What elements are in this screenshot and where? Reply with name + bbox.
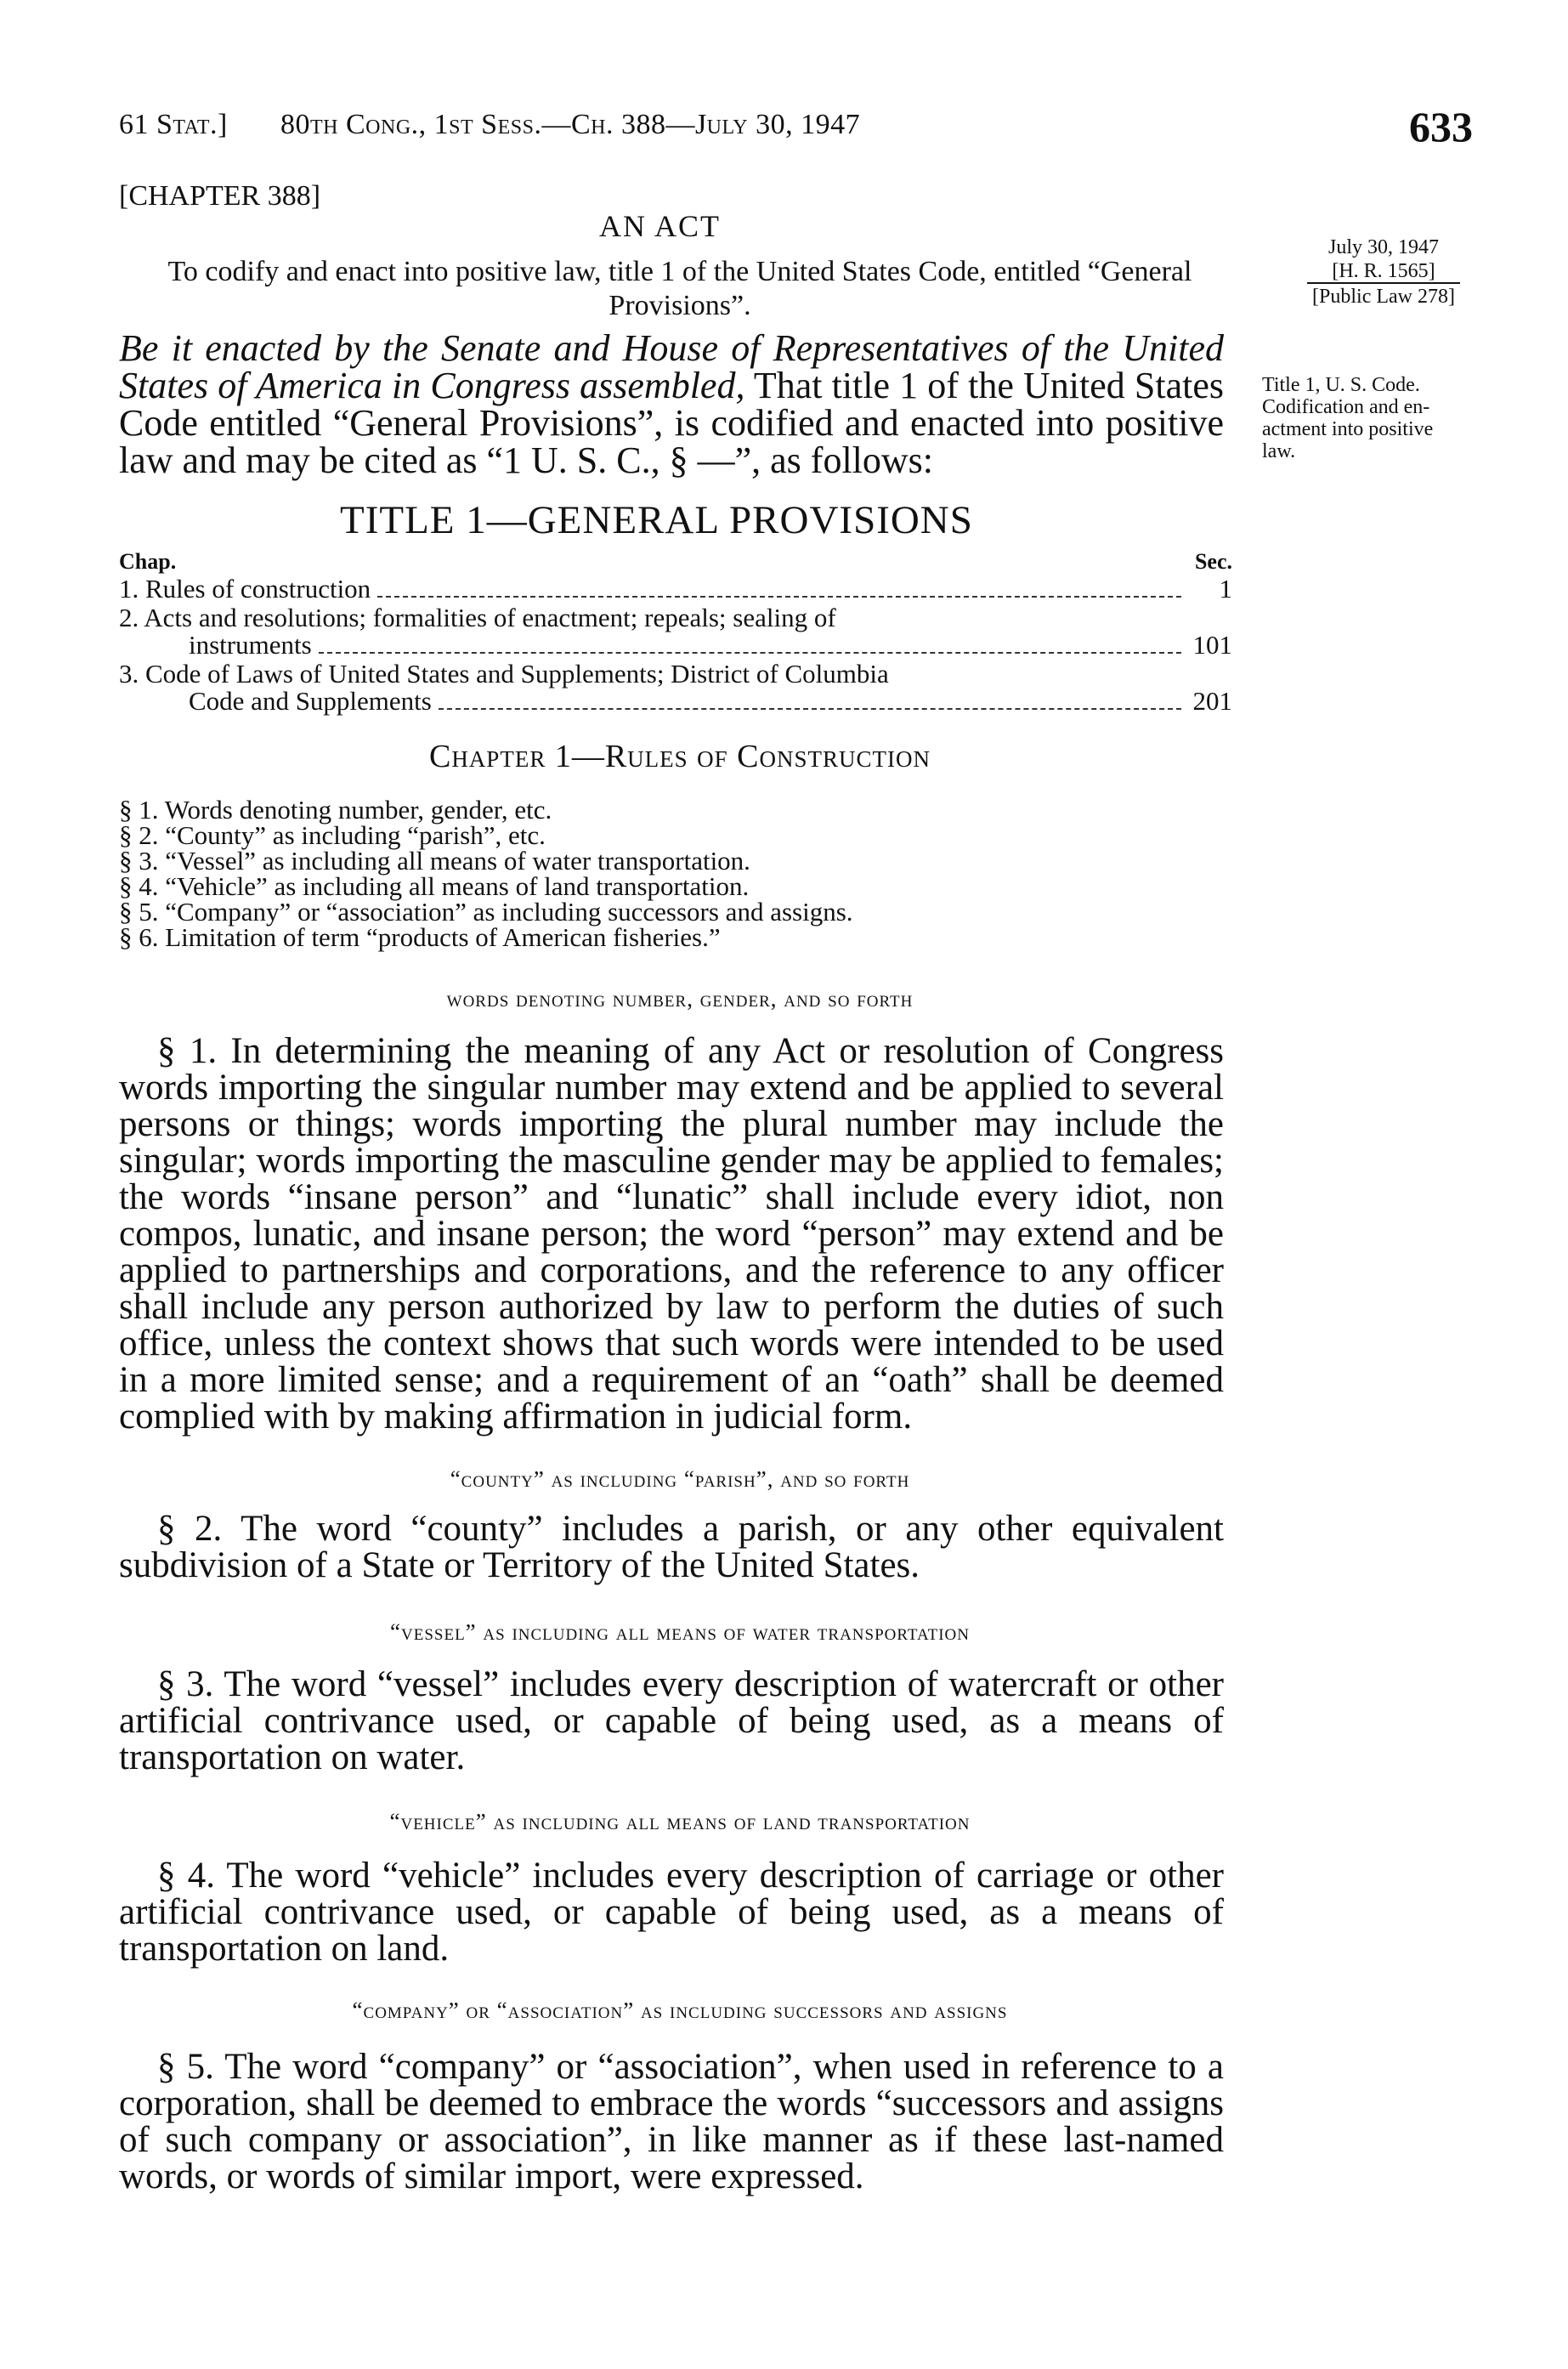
section-list-item: § 5. “Company” or “association” as including successors and assigns. — [119, 897, 853, 927]
page-number: 633 — [1409, 103, 1473, 150]
section3-heading: “vessel” as including all means of water transportation — [390, 1619, 970, 1645]
dot-leader — [439, 708, 1181, 710]
section5-body: § 5. The word “company” or “association”, when used in reference to a corporation, shall be deemed to embrace the words “successors and assigns of such company or association”, in like manner as if these last-named words, or words of similar import, were expressed. — [119, 2047, 1224, 2196]
margin-note2-line3: actment into positive — [1262, 418, 1434, 440]
toc-item-text2: Code and Supplements — [189, 686, 432, 716]
margin-note-codification — [1262, 374, 1500, 462]
section1-body: § 1. In determining the meaning of any Act or resolution of Congress words importing the singular number may extend and be applied to several persons or things; words importing the plural number may include the singular; words importing the masculine gender may be applied to females; the words “insane person” and “lunatic” shall include every idiot, non compos, lunatic, and insane person; the word “person” may extend and be applied to partnerships and corporations, and the reference to any officer shall include any person authorized by law to perform the duties of such office, unless the context shows that such words were intended to be used in a more limited sense; and a requirement of an “oath” shall be deemed complied with by making affirmation in judicial form. — [119, 1031, 1224, 1437]
title-heading: TITLE 1—GENERAL PROVISIONS — [340, 498, 973, 542]
toc-item-text: 1. Rules of construction — [119, 574, 371, 604]
margin-note2-line2: Codification and en- — [1262, 396, 1430, 418]
sec-label: Sec. — [1194, 549, 1232, 574]
section2-body: § 2. The word “county” includes a parish, or any other equivalent subdivision of a State or Territory of the United States. — [119, 1509, 1224, 1585]
margin-note2-line1: Title 1, U. S. Code. — [1262, 374, 1420, 396]
header-stat: 61 Stat.] — [119, 109, 228, 140]
enacting-rest: That title 1 of the United States Code entitled “General Provisions”, is codified and enacted into positive law and may be cited as “1 U. S. C., § —”, as follows: — [119, 365, 1225, 481]
toc-row-continued — [119, 632, 1232, 660]
header-congress: 80th Cong., 1st Sess.—Ch. 388—July 30, 1947 — [280, 109, 861, 140]
toc-item-sec: 201 — [1192, 686, 1232, 716]
section-list-item: § 2. “County” as including “parish”, etc. — [119, 820, 546, 850]
enacting-clause — [119, 327, 1225, 481]
section5-heading: “company” or “association” as including successors and assigns — [352, 1998, 1008, 2023]
margin-note-date — [1282, 236, 1486, 308]
margin-bill: [H. R. 1565] — [1307, 260, 1460, 284]
toc-row: 2. Acts and resolutions; formalities of enactment; repeals; sealing of — [119, 603, 836, 632]
section4-heading: “vehicle” as including all means of land transportation — [389, 1809, 971, 1834]
chapter1-heading: Chapter 1—Rules of Construction — [428, 739, 931, 774]
chapter-table — [119, 548, 1232, 717]
section-list-item: § 3. “Vessel” as including all means of water transportation. — [119, 846, 750, 876]
section1-heading: words denoting number, gender, and so forth — [446, 986, 914, 1012]
toc-row — [119, 575, 1232, 604]
chapter-label: [CHAPTER 388] — [119, 180, 321, 212]
act-heading: AN ACT — [599, 209, 722, 243]
section-list-item: § 4. “Vehicle” as including all means of land transportation. — [119, 871, 750, 901]
toc-item-sec: 101 — [1192, 630, 1232, 660]
section-list-item: § 6. Limitation of term “products of American fisheries.” — [119, 922, 721, 952]
section-list-item: § 1. Words denoting number, gender, etc. — [119, 795, 552, 825]
chap-label: Chap. — [119, 549, 177, 574]
section2-heading: “county” as including “parish”, and so forth — [450, 1466, 910, 1492]
dot-leader — [377, 596, 1181, 598]
margin-public-law: [Public Law 278] — [1312, 286, 1455, 308]
margin-date: July 30, 1947 — [1327, 236, 1439, 258]
section4-body: § 4. The word “vehicle” includes every description of carriage or other artificial contrivance used, or capable of being used, as a means of transportation on land. — [119, 1856, 1224, 1969]
toc-row-continued — [119, 688, 1232, 717]
chapter-table-header — [119, 548, 1232, 575]
toc-item-text2: instruments — [189, 630, 312, 660]
toc-item-sec: 1 — [1219, 574, 1232, 604]
enacting-italic: Be it enacted by the Senate and House of Representatives of the United States of America in Congress assembled, — [119, 327, 1224, 406]
toc-row: 3. Code of Laws of United States and Supplements; District of Columbia — [119, 659, 889, 689]
dot-leader — [319, 652, 1181, 654]
section-list — [119, 797, 1224, 950]
act-purpose: To codify and enact into positive law, title 1 of the United States Code, entitled “General Provisions”. — [167, 256, 1192, 321]
margin-note2-line4: law. — [1262, 440, 1296, 462]
section3-body: § 3. The word “vessel” includes every description of watercraft or other artificial contrivance used, or capable of being used, as a means of transportation on water. — [119, 1664, 1224, 1777]
